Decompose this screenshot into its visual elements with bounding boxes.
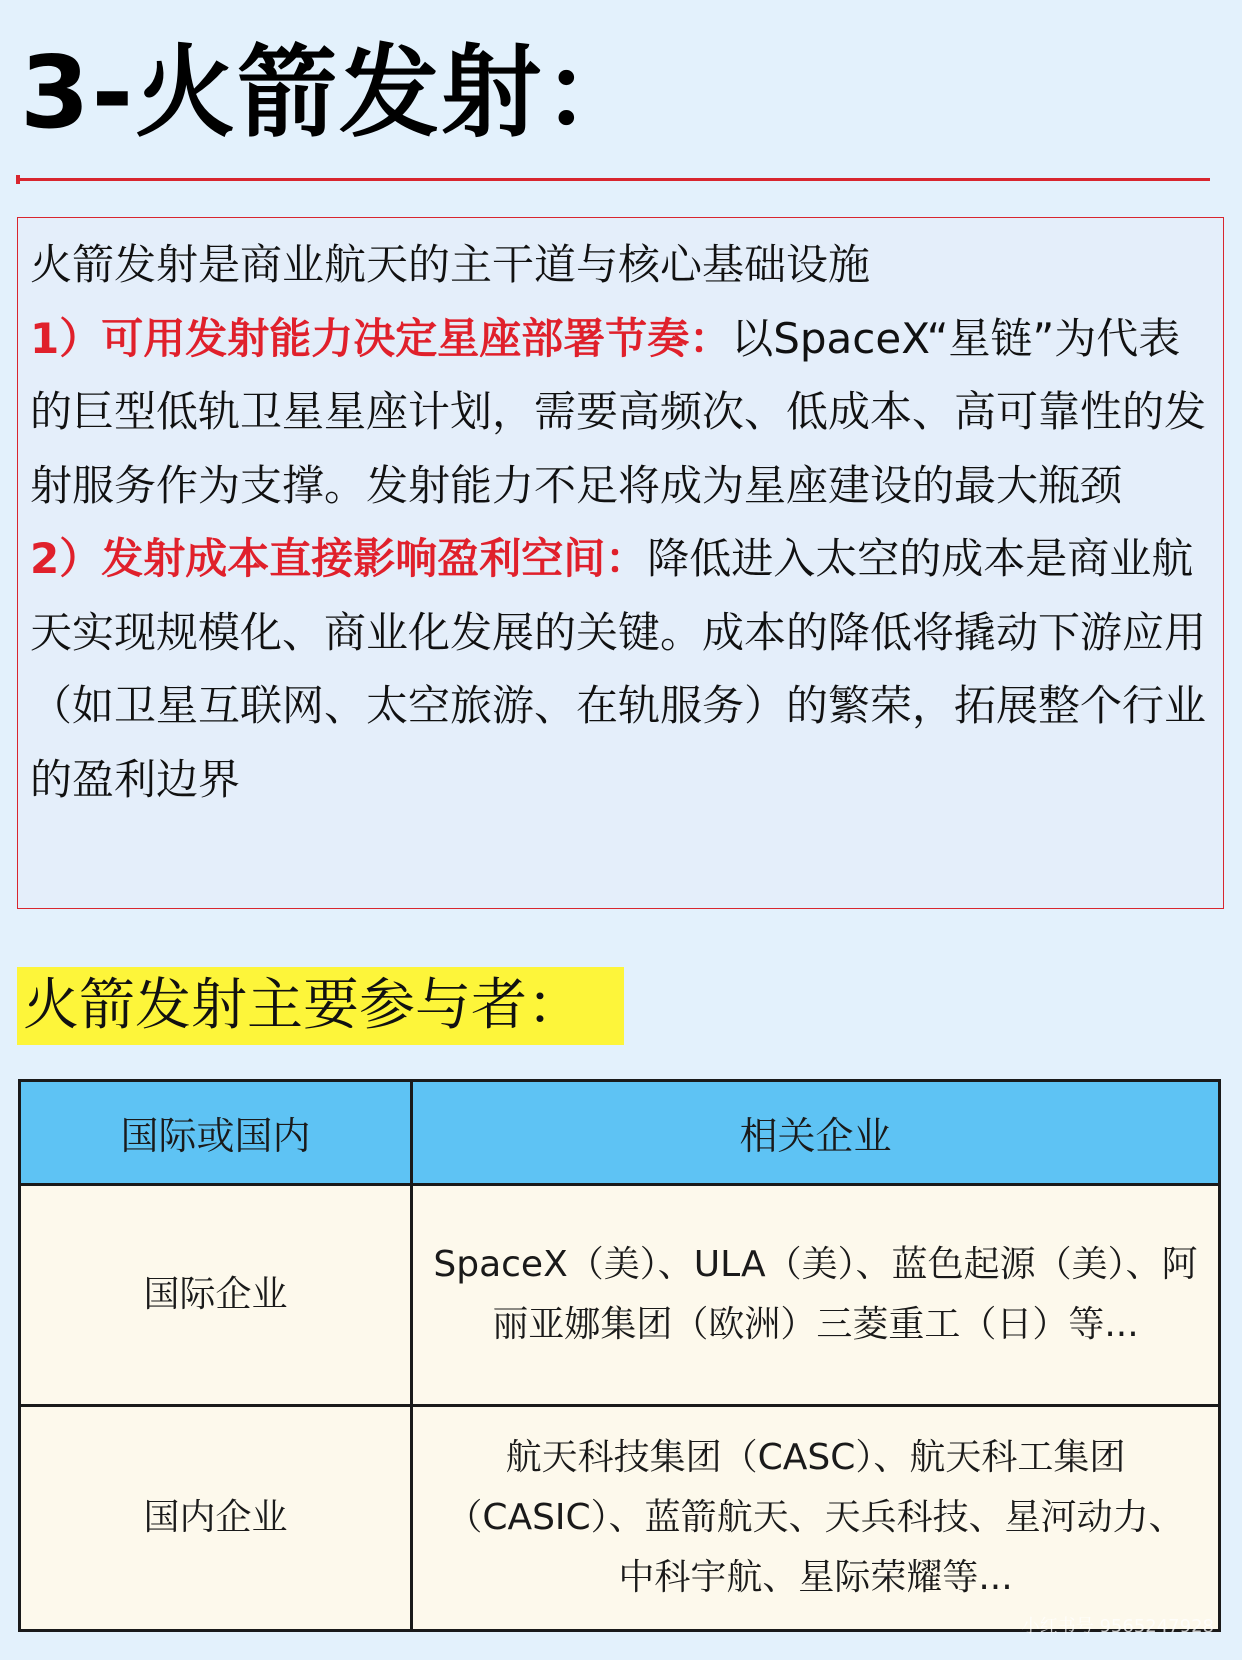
intro-lead: 火箭发射是商业航天的主干道与核心基础设施 — [30, 240, 871, 289]
table-cell-category: 国际企业 — [20, 1185, 412, 1406]
point-1-text: 以SpaceX“星链”为代表的巨型低轨卫星星座计划，需要高频次、低成本、高可靠性的发射服务作为支撑。发射能力不足将成为星座建设的最大瓶颈 — [30, 313, 1207, 510]
players-table — [18, 1079, 1221, 1632]
table-header-companies: 相关企业 — [412, 1081, 1220, 1185]
intro-point-1 — [30, 302, 1215, 523]
table-header-region: 国际或国内 — [20, 1081, 412, 1185]
table-row — [20, 1406, 1220, 1631]
intro-box — [17, 217, 1224, 909]
table-cell-companies: 航天科技集团（CASC）、航天科工集团（CASIC）、蓝箭航天、天兵科技、星河动力、中科宇航、星际荣耀等... — [412, 1406, 1220, 1631]
title-divider — [18, 178, 1210, 181]
intro-point-2 — [30, 522, 1215, 816]
point-2-heading: 2）发射成本直接影响盈利空间： — [30, 534, 648, 583]
table-cell-companies: SpaceX（美）、ULA（美）、蓝色起源（美）、阿丽亚娜集团（欧洲）三菱重工（日）等... — [412, 1185, 1220, 1406]
table-cell-category: 国内企业 — [20, 1406, 412, 1631]
point-2-text: 降低进入太空的成本是商业航天实现规模化、商业化发展的关键。成本的降低将撬动下游应用（如卫星互联网、太空旅游、在轨服务）的繁荣，拓展整个行业的盈利边界 — [30, 534, 1207, 804]
point-1-heading: 1）可用发射能力决定星座部署节奏： — [30, 313, 732, 363]
watermark: 小红书号 9565247928 — [1021, 1616, 1214, 1637]
page-title: 3-火箭发射： — [20, 34, 646, 151]
table-row — [20, 1185, 1220, 1406]
section-title: 火箭发射主要参与者： — [17, 967, 624, 1045]
table-header-row — [20, 1081, 1220, 1185]
